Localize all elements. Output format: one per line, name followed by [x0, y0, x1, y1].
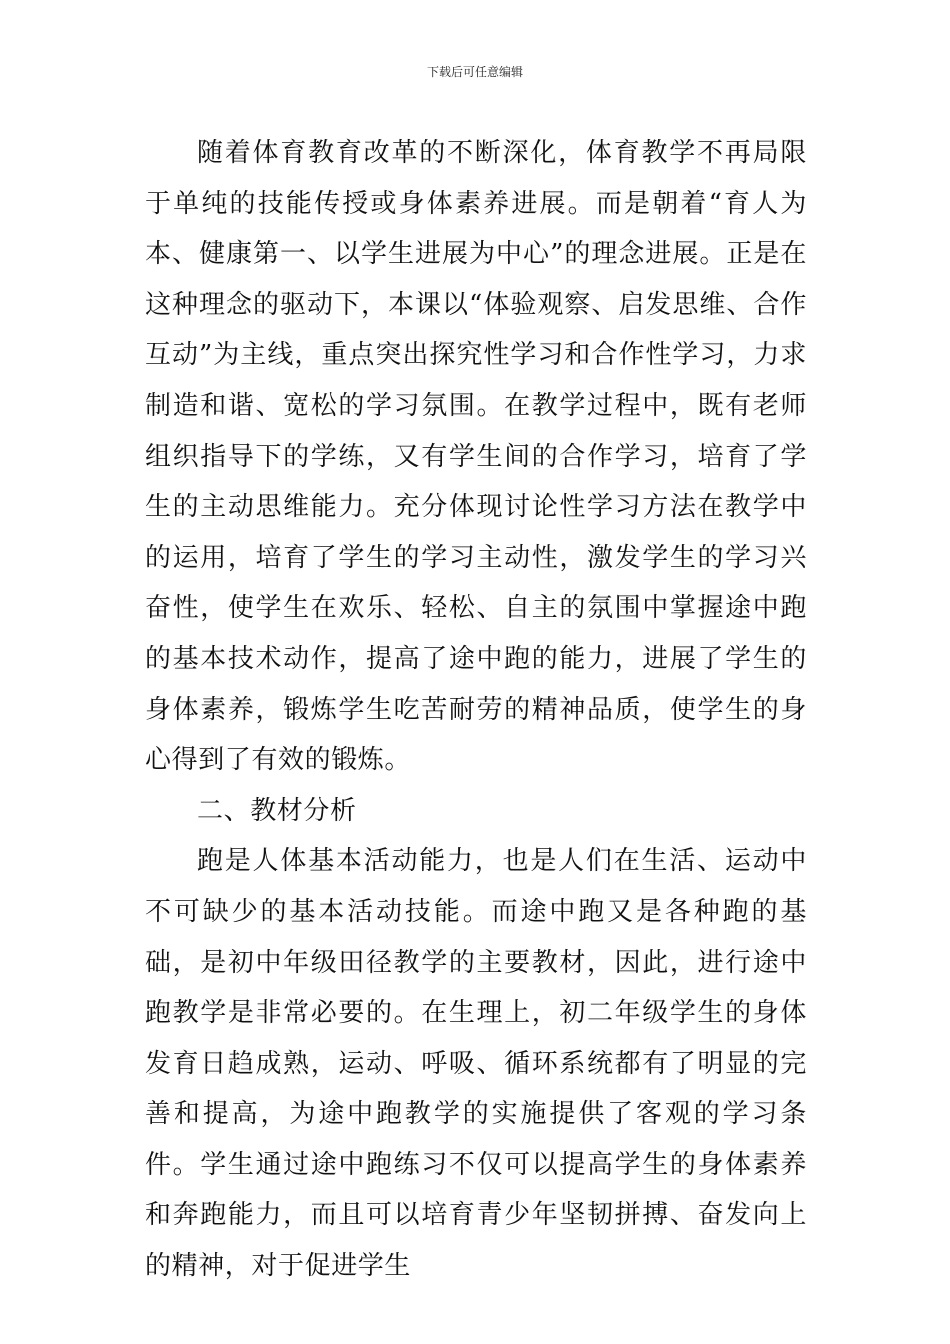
page-header: 下载后可任意编辑	[426, 65, 523, 79]
document-body	[145, 128, 807, 1292]
paragraph-material-analysis: 跑是人体基本活动能力，也是人们在生活、运动中不可缺少的基本活动技能。而途中跑又是各种跑的基础，是初中年级田径教学的主要教材，因此，进行途中跑教学是非常必要的。在生理上，初二年级学生的身体发育日趋成熟，运动、呼吸、循环系统都有了明显的完善和提高，为途中跑教学的实施提供了客观的学习条件。学生通过途中跑练习不仅可以提高学生的身体素养和奔跑能力，而且可以培育青少年坚韧拼搏、奋发向上的精神，对于促进学生	[145, 846, 807, 1282]
paragraph-teaching-philosophy: 随着体育教育改革的不断深化，体育教学不再局限于单纯的技能传授或身体素养进展。而是朝着“育人为本、健康第一、以学生进展为中心”的理念进展。正是在这种理念的驱动下，本课以“体验观察、启发思维、合作互动”为主线，重点突出探究性学习和合作性学习，力求制造和谐、宽松的学习氛围。在教学过程中，既有老师组织指导下的学练，又有学生间的合作学习，培育了学生的主动思维能力。充分体现讨论性学习方法在教学中的运用，培育了学生的学习主动性，激发学生的学习兴奋性，使学生在欢乐、轻松、自主的氛围中掌握途中跑的基本技术动作，提高了途中跑的能力，进展了学生的身体素养，锻炼学生吃苦耐劳的精神品质，使学生的身心得到了有效的锻炼。	[145, 138, 807, 776]
section-heading-material-analysis: 二、教材分析	[197, 795, 357, 826]
